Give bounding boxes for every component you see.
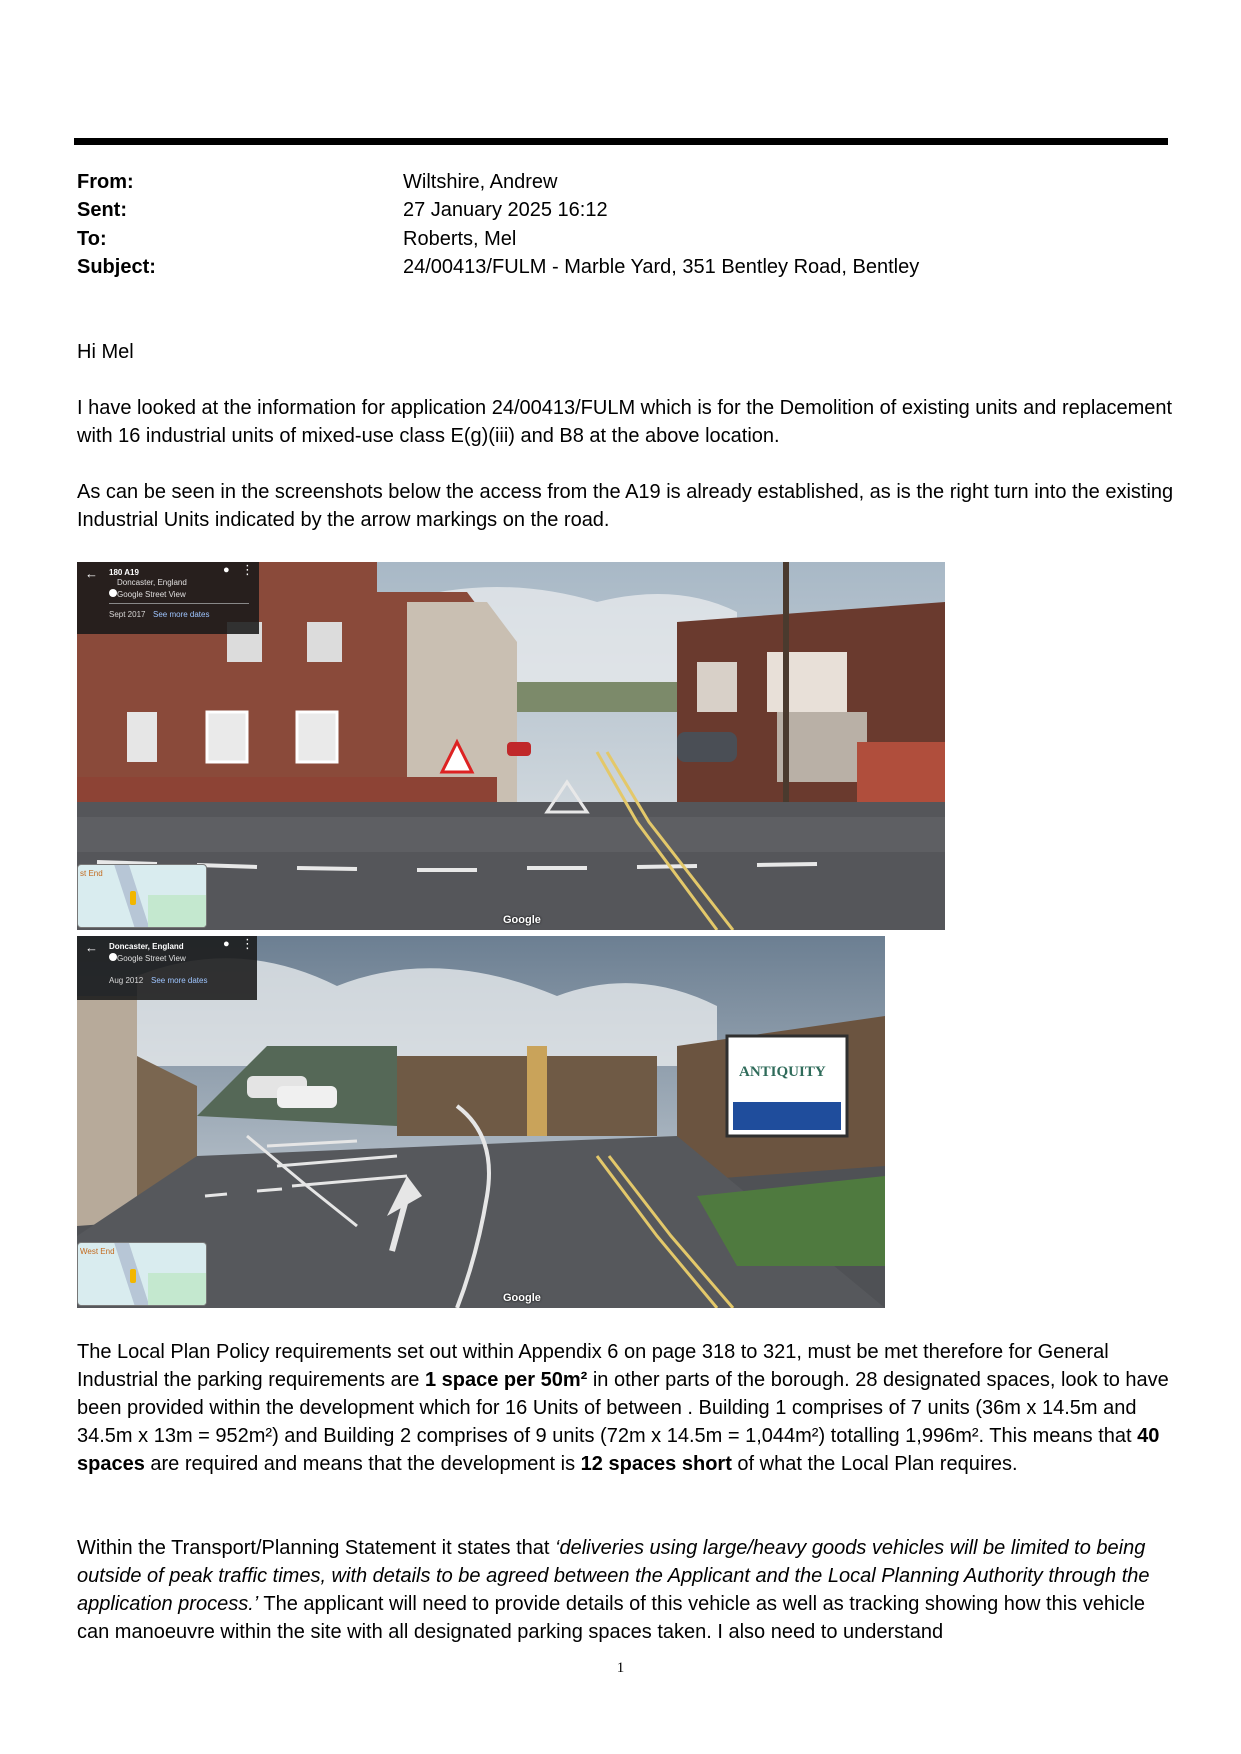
parking-text-3: are required and means that the development is bbox=[144, 1453, 581, 1475]
header-rule bbox=[74, 138, 1168, 145]
see-more-dates-link[interactable]: See more dates bbox=[151, 976, 208, 985]
required-spaces: 40 spaces bbox=[77, 1425, 1160, 1475]
paragraph-deliveries bbox=[77, 1534, 1177, 1646]
parking-ratio: 1 space per 50m² bbox=[424, 1369, 588, 1391]
antiquity-sign-text: ANTIQUITY bbox=[739, 1064, 826, 1080]
subject-label: Subject: bbox=[77, 256, 156, 279]
google-watermark: Google bbox=[503, 1292, 541, 1304]
paragraph-intro: I have looked at the information for application 24/00413/FULM which is for the Demolition of existing units and replacement with 16 industrial units of mixed-use class E(g)(iii) and B8 at the above location. bbox=[77, 397, 1173, 447]
minimap-green-area bbox=[148, 895, 207, 928]
location-area: Doncaster, England bbox=[117, 578, 187, 587]
sent-value: 27 January 2025 16:12 bbox=[403, 199, 608, 222]
paragraph-access: As can be seen in the screenshots below the access from the A19 is already established, as is the right turn into the existing Industrial Units indicated by the arrow markings on the road. bbox=[77, 481, 1174, 531]
from-label: From: bbox=[77, 170, 134, 193]
email-header bbox=[77, 168, 1157, 282]
sent-row bbox=[77, 197, 1157, 226]
parking-text-1: The Local Plan Policy requirements set out within Appendix 6 on page 318 to 321, must be met therefore for General Industrial the parking requirements are bbox=[77, 1341, 1109, 1391]
pegman-icon bbox=[130, 1269, 136, 1283]
google-watermark: Google bbox=[503, 914, 541, 926]
pin-icon[interactable]: ● bbox=[223, 938, 230, 950]
deliveries-quote: ‘deliveries using large/heavy goods vehicles will be limited to being outside of peak traffic times, with details to be agreed between the Applicant and the Local Planning Authority through the application process.’ bbox=[77, 1537, 1150, 1615]
street-view-info-panel bbox=[77, 562, 259, 634]
parking-text-2: in other parts of the borough. 28 designated spaces, look to have been provided within the development which for 16 Units of between . Building 1 comprises of 7 units (36m x 14.5m and 34.5m x 13m = 952m²) and Building 2 comprises of 9 units (72m x 14.5m = 1,044m²) totalling 1,996m². This means that bbox=[77, 1369, 1169, 1447]
capture-date: Aug 2012 bbox=[109, 976, 144, 985]
location-title: 180 A19 bbox=[109, 568, 139, 577]
minimap[interactable] bbox=[77, 864, 207, 928]
to-label: To: bbox=[77, 227, 107, 250]
service-label: Google Street View bbox=[117, 954, 186, 963]
sent-label: Sent: bbox=[77, 199, 127, 222]
google-logo-icon bbox=[109, 589, 117, 597]
page-number: 1 bbox=[616, 1660, 625, 1676]
back-arrow-icon[interactable]: ← bbox=[85, 940, 98, 955]
from-value: Wiltshire, Andrew bbox=[403, 170, 558, 193]
minimap[interactable] bbox=[77, 1242, 207, 1306]
street-view-photo-2 bbox=[77, 936, 885, 1308]
paragraph-parking bbox=[77, 1338, 1177, 1478]
spaces-shortfall: 12 spaces short bbox=[580, 1453, 732, 1475]
capture-date: Sept 2017 bbox=[109, 610, 146, 619]
street-view-info-panel-2 bbox=[77, 936, 257, 1000]
subject-value: 24/00413/FULM - Marble Yard, 351 Bentley Road, Bentley bbox=[403, 256, 920, 279]
service-label: Google Street View bbox=[117, 590, 186, 599]
from-row bbox=[77, 168, 1157, 197]
to-value: Roberts, Mel bbox=[403, 227, 517, 250]
greeting: Hi Mel bbox=[77, 341, 134, 363]
back-arrow-icon[interactable]: ← bbox=[85, 566, 98, 581]
deliveries-text-1: Within the Transport/Planning Statement it states that bbox=[77, 1537, 556, 1559]
minimap-area-label: West End bbox=[80, 1247, 115, 1256]
subject-row bbox=[77, 254, 1157, 283]
deliveries-text-2: The applicant will need to provide details of this vehicle as well as tracking showing how this vehicle can manoeuvre within the site with all designated parking spaces taken. I also need to understand bbox=[77, 1593, 1145, 1643]
more-options-icon[interactable]: ⋮ bbox=[241, 936, 254, 951]
google-logo-icon bbox=[109, 953, 117, 961]
more-options-icon[interactable]: ⋮ bbox=[241, 562, 254, 577]
pegman-icon bbox=[130, 891, 136, 905]
street-view-photo-1 bbox=[77, 562, 945, 930]
minimap-area-label: st End bbox=[80, 869, 103, 878]
pin-icon[interactable]: ● bbox=[223, 564, 230, 576]
location-title: Doncaster, England bbox=[109, 942, 184, 951]
minimap-green-area bbox=[148, 1273, 207, 1306]
to-row bbox=[77, 225, 1157, 254]
parking-text-4: of what the Local Plan requires. bbox=[731, 1453, 1018, 1475]
see-more-dates-link[interactable]: See more dates bbox=[153, 610, 210, 619]
divider bbox=[109, 603, 249, 604]
